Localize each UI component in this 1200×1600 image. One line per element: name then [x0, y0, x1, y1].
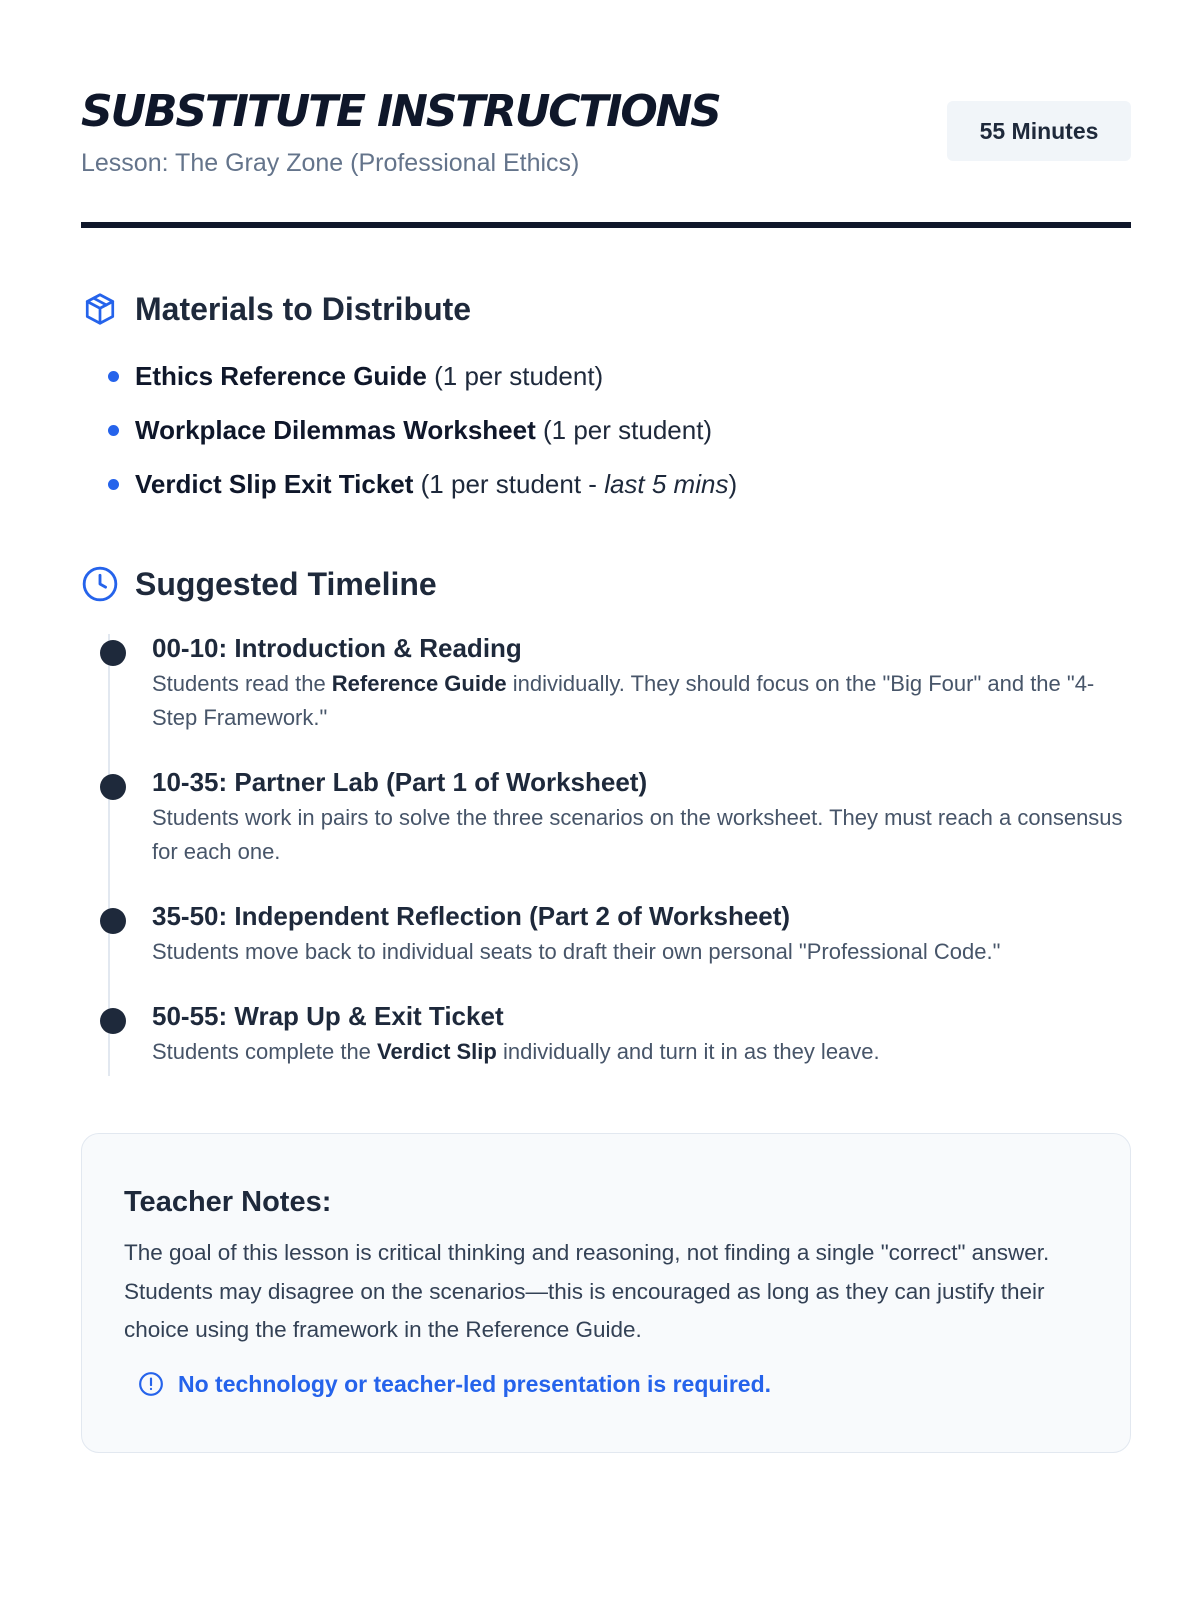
timeline-item-description: Students move back to individual seats to draft their own personal "Professional Code." — [152, 939, 1001, 964]
materials-list — [108, 358, 737, 520]
timeline-item-title: 00-10: Introduction & Reading — [152, 633, 522, 663]
material-name: Ethics Reference Guide — [135, 361, 427, 391]
clock-icon — [81, 565, 119, 603]
material-detail-close: ) — [728, 469, 738, 499]
timeline-node — [100, 774, 126, 800]
timeline-item-title: 35-50: Independent Reflection (Part 2 of Worksheet) — [152, 901, 791, 931]
teacher-notes-callout — [124, 1368, 771, 1400]
material-detail: (1 per student) — [535, 415, 713, 445]
material-detail-emphasis: last 5 mins — [604, 469, 729, 499]
page-title: SUBSTITUTE INSTRUCTIONS — [81, 86, 720, 137]
timeline-item-description: Students complete the Verdict Slip individually and turn it in as they leave. — [152, 1039, 880, 1064]
list-item — [108, 358, 737, 412]
teacher-notes-heading: Teacher Notes: — [124, 1186, 332, 1218]
materials-heading: Materials to Distribute — [135, 291, 472, 327]
timeline-item-description: Students read the Reference Guide individually. They should focus on the "Big Four" and the "4-Step Framework." — [152, 671, 1095, 730]
header — [81, 84, 1131, 226]
material-detail: (1 per student) — [426, 361, 604, 391]
lesson-subtitle: Lesson: The Gray Zone (Professional Ethics) — [81, 149, 580, 177]
timeline-item-title: 10-35: Partner Lab (Part 1 of Worksheet) — [152, 767, 648, 797]
list-item — [108, 466, 737, 520]
package-icon — [81, 290, 119, 328]
callout-text: No technology or teacher-led presentation is required. — [178, 1370, 772, 1397]
timeline-item-description: Students work in pairs to solve the three scenarios on the worksheet. They must reach a consensus for each one. — [152, 805, 1123, 864]
timeline-node — [100, 1008, 126, 1034]
timeline-node — [100, 640, 126, 666]
timeline-node — [100, 908, 126, 934]
list-item — [108, 412, 737, 466]
teacher-notes-card — [81, 1133, 1131, 1453]
material-name: Verdict Slip Exit Ticket — [135, 469, 414, 499]
alert-circle-icon — [138, 1371, 164, 1397]
timeline — [100, 628, 1140, 1078]
duration-badge: 55 Minutes — [947, 101, 1131, 161]
materials-section-heading — [81, 289, 471, 329]
header-divider — [81, 222, 1131, 228]
teacher-notes-body: The goal of this lesson is critical thinking and reasoning, not finding a single "correct" answer. Students may disagree on the scenarios—this is encouraged as long as they can justify their choice using the framework in the Reference Guide. — [124, 1240, 1050, 1342]
material-name: Workplace Dilemmas Worksheet — [135, 415, 536, 445]
material-detail: (1 per student - — [413, 469, 605, 499]
timeline-item-title: 50-55: Wrap Up & Exit Ticket — [152, 1001, 504, 1031]
bullet — [108, 371, 119, 382]
bullet — [108, 479, 119, 490]
bullet — [108, 425, 119, 436]
timeline-heading: Suggested Timeline — [135, 566, 437, 602]
timeline-section-heading — [81, 564, 437, 604]
